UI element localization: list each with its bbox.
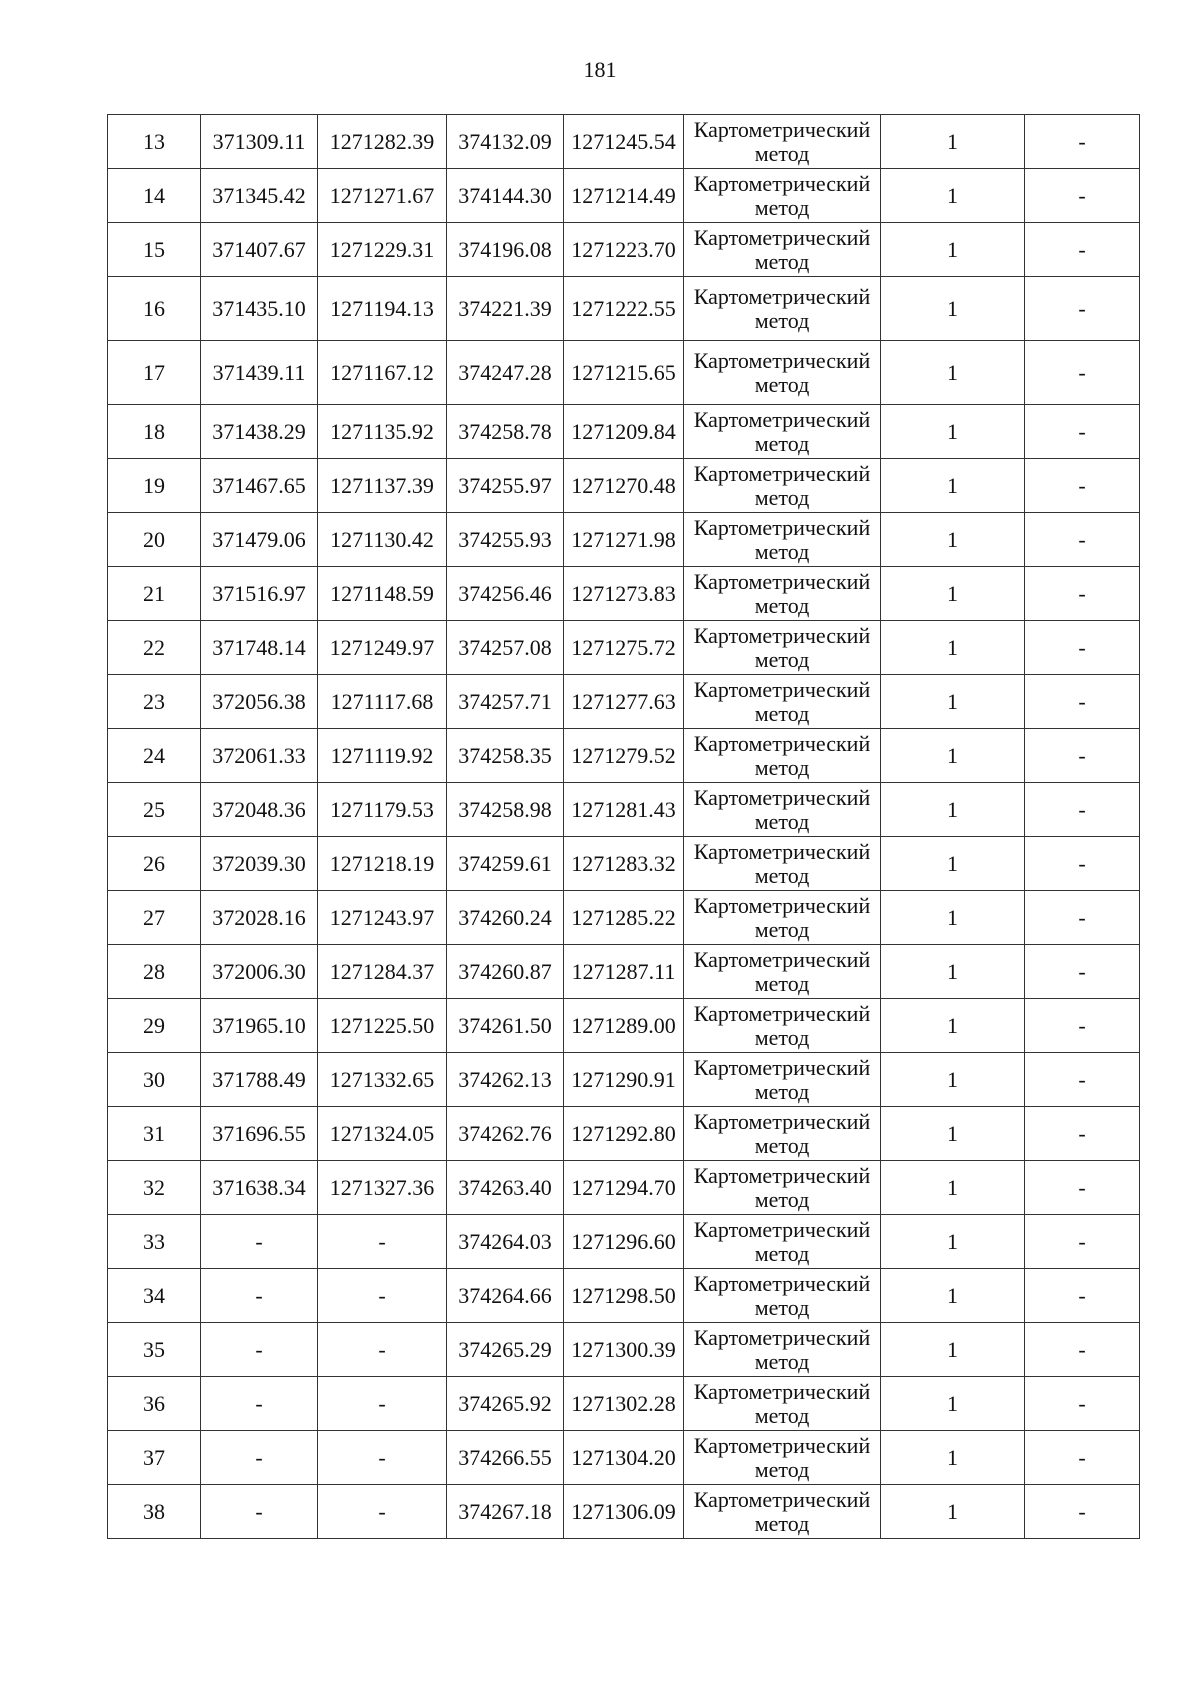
- cell-new-x: 374262.13: [447, 1053, 564, 1107]
- cell-existing-x: 372039.30: [201, 837, 318, 891]
- cell-existing-y: -: [318, 1323, 447, 1377]
- method-line-1: Картометрический: [693, 1486, 871, 1512]
- cell-description: -: [1025, 341, 1140, 405]
- cell-existing-y: 1271229.31: [318, 223, 447, 277]
- cell-accuracy: 1: [881, 169, 1025, 223]
- cell-point-number: 34: [108, 1269, 201, 1323]
- cell-new-x: 374257.08: [447, 621, 564, 675]
- cell-new-y: 1271304.20: [564, 1431, 684, 1485]
- method-line-1: Картометрический: [693, 1270, 871, 1296]
- cell-existing-x: 371407.67: [201, 223, 318, 277]
- method-line-2: метод: [754, 1402, 810, 1428]
- cell-new-x: 374257.71: [447, 675, 564, 729]
- cell-existing-x: 372006.30: [201, 945, 318, 999]
- table-row: [108, 945, 1140, 999]
- cell-description: -: [1025, 945, 1140, 999]
- cell-method: [684, 567, 881, 621]
- cell-point-number: 15: [108, 223, 201, 277]
- cell-existing-x: -: [201, 1377, 318, 1431]
- cell-existing-y: 1271179.53: [318, 783, 447, 837]
- cell-existing-y: 1271243.97: [318, 891, 447, 945]
- cell-existing-x: 372061.33: [201, 729, 318, 783]
- cell-description: -: [1025, 1377, 1140, 1431]
- table-row: [108, 999, 1140, 1053]
- cell-existing-y: 1271137.39: [318, 459, 447, 513]
- method-line-1: Картометрический: [693, 1108, 871, 1134]
- method-line-1: Картометрический: [693, 1324, 871, 1350]
- method-line-1: Картометрический: [693, 1432, 871, 1458]
- cell-description: -: [1025, 567, 1140, 621]
- method-line-2: метод: [754, 592, 810, 618]
- cell-method: [684, 675, 881, 729]
- cell-new-x: 374259.61: [447, 837, 564, 891]
- cell-point-number: 21: [108, 567, 201, 621]
- cell-method: [684, 1377, 881, 1431]
- table-row: [108, 783, 1140, 837]
- cell-new-y: 1271296.60: [564, 1215, 684, 1269]
- cell-method: [684, 1107, 881, 1161]
- cell-new-x: 374221.39: [447, 277, 564, 341]
- method-line-1: Картометрический: [693, 730, 871, 756]
- method-line-1: Картометрический: [693, 460, 871, 486]
- method-line-2: метод: [754, 916, 810, 942]
- cell-existing-y: -: [318, 1377, 447, 1431]
- cell-accuracy: 1: [881, 277, 1025, 341]
- cell-accuracy: 1: [881, 675, 1025, 729]
- cell-new-x: 374265.29: [447, 1323, 564, 1377]
- cell-existing-y: 1271282.39: [318, 115, 447, 169]
- method-line-2: метод: [754, 1186, 810, 1212]
- cell-new-y: 1271279.52: [564, 729, 684, 783]
- cell-existing-y: 1271249.97: [318, 621, 447, 675]
- table-row: [108, 459, 1140, 513]
- method-line-1: Картометрический: [693, 406, 871, 432]
- cell-method: [684, 1053, 881, 1107]
- cell-method: [684, 1323, 881, 1377]
- table-body: [108, 115, 1140, 1539]
- method-line-1: Картометрический: [693, 676, 871, 702]
- cell-existing-y: -: [318, 1485, 447, 1539]
- table-row: [108, 1323, 1140, 1377]
- cell-point-number: 37: [108, 1431, 201, 1485]
- cell-method: [684, 513, 881, 567]
- cell-new-x: 374260.24: [447, 891, 564, 945]
- cell-existing-y: -: [318, 1215, 447, 1269]
- cell-description: -: [1025, 115, 1140, 169]
- table-row: [108, 837, 1140, 891]
- cell-point-number: 33: [108, 1215, 201, 1269]
- cell-point-number: 35: [108, 1323, 201, 1377]
- cell-new-y: 1271306.09: [564, 1485, 684, 1539]
- cell-description: -: [1025, 729, 1140, 783]
- cell-accuracy: 1: [881, 783, 1025, 837]
- cell-existing-x: 371788.49: [201, 1053, 318, 1107]
- method-line-2: метод: [754, 307, 810, 333]
- cell-new-x: 374255.93: [447, 513, 564, 567]
- cell-new-y: 1271215.65: [564, 341, 684, 405]
- cell-method: [684, 1215, 881, 1269]
- cell-new-x: 374262.76: [447, 1107, 564, 1161]
- cell-method: [684, 729, 881, 783]
- table-row: [108, 1269, 1140, 1323]
- table-row: [108, 341, 1140, 405]
- method-line-2: метод: [754, 371, 810, 397]
- cell-description: -: [1025, 1161, 1140, 1215]
- cell-accuracy: 1: [881, 459, 1025, 513]
- method-line-2: метод: [754, 862, 810, 888]
- cell-method: [684, 223, 881, 277]
- cell-method: [684, 341, 881, 405]
- cell-new-x: 374265.92: [447, 1377, 564, 1431]
- method-line-2: метод: [754, 1294, 810, 1320]
- cell-point-number: 30: [108, 1053, 201, 1107]
- method-line-2: метод: [754, 646, 810, 672]
- cell-method: [684, 1161, 881, 1215]
- cell-method: [684, 621, 881, 675]
- table-row: [108, 891, 1140, 945]
- cell-accuracy: 1: [881, 1431, 1025, 1485]
- cell-existing-x: 371479.06: [201, 513, 318, 567]
- cell-existing-y: 1271284.37: [318, 945, 447, 999]
- cell-new-x: 374144.30: [447, 169, 564, 223]
- cell-existing-x: 371748.14: [201, 621, 318, 675]
- method-line-1: Картометрический: [693, 1054, 871, 1080]
- cell-existing-y: 1271119.92: [318, 729, 447, 783]
- cell-new-x: 374264.03: [447, 1215, 564, 1269]
- method-line-2: метод: [754, 1456, 810, 1482]
- cell-accuracy: 1: [881, 891, 1025, 945]
- cell-point-number: 20: [108, 513, 201, 567]
- method-line-2: метод: [754, 700, 810, 726]
- cell-point-number: 18: [108, 405, 201, 459]
- cell-existing-x: 371696.55: [201, 1107, 318, 1161]
- method-line-2: метод: [754, 248, 810, 274]
- cell-new-x: 374132.09: [447, 115, 564, 169]
- cell-description: -: [1025, 1053, 1140, 1107]
- cell-point-number: 25: [108, 783, 201, 837]
- cell-existing-y: -: [318, 1269, 447, 1323]
- cell-point-number: 17: [108, 341, 201, 405]
- cell-description: -: [1025, 1431, 1140, 1485]
- cell-method: [684, 169, 881, 223]
- cell-description: -: [1025, 223, 1140, 277]
- method-line-2: метод: [754, 808, 810, 834]
- cell-new-y: 1271275.72: [564, 621, 684, 675]
- cell-new-y: 1271245.54: [564, 115, 684, 169]
- cell-existing-x: 371516.97: [201, 567, 318, 621]
- method-line-2: метод: [754, 1024, 810, 1050]
- method-line-1: Картометрический: [693, 1378, 871, 1404]
- cell-new-x: 374258.98: [447, 783, 564, 837]
- cell-point-number: 14: [108, 169, 201, 223]
- cell-description: -: [1025, 405, 1140, 459]
- cell-point-number: 13: [108, 115, 201, 169]
- cell-accuracy: 1: [881, 621, 1025, 675]
- cell-existing-y: 1271324.05: [318, 1107, 447, 1161]
- cell-new-y: 1271285.22: [564, 891, 684, 945]
- method-line-1: Картометрический: [693, 784, 871, 810]
- cell-existing-x: -: [201, 1215, 318, 1269]
- cell-new-x: 374256.46: [447, 567, 564, 621]
- cell-new-y: 1271300.39: [564, 1323, 684, 1377]
- cell-existing-x: 371435.10: [201, 277, 318, 341]
- cell-existing-y: 1271130.42: [318, 513, 447, 567]
- cell-accuracy: 1: [881, 1053, 1025, 1107]
- cell-new-y: 1271289.00: [564, 999, 684, 1053]
- method-line-1: Картометрический: [693, 622, 871, 648]
- cell-accuracy: 1: [881, 1377, 1025, 1431]
- cell-new-x: 374247.28: [447, 341, 564, 405]
- cell-method: [684, 1485, 881, 1539]
- table-row: [108, 405, 1140, 459]
- method-line-2: метод: [754, 754, 810, 780]
- method-line-2: метод: [754, 1240, 810, 1266]
- cell-method: [684, 783, 881, 837]
- cell-description: -: [1025, 999, 1140, 1053]
- method-line-2: метод: [754, 430, 810, 456]
- cell-new-y: 1271222.55: [564, 277, 684, 341]
- method-line-1: Картометрический: [693, 946, 871, 972]
- cell-existing-x: 372056.38: [201, 675, 318, 729]
- cell-description: -: [1025, 891, 1140, 945]
- cell-method: [684, 277, 881, 341]
- cell-method: [684, 837, 881, 891]
- cell-accuracy: 1: [881, 729, 1025, 783]
- cell-new-y: 1271270.48: [564, 459, 684, 513]
- cell-existing-y: 1271225.50: [318, 999, 447, 1053]
- method-line-1: Картометрический: [693, 1216, 871, 1242]
- cell-point-number: 16: [108, 277, 201, 341]
- cell-existing-y: 1271135.92: [318, 405, 447, 459]
- method-line-1: Картометрический: [693, 1000, 871, 1026]
- cell-point-number: 38: [108, 1485, 201, 1539]
- cell-existing-x: -: [201, 1485, 318, 1539]
- table-row: [108, 1377, 1140, 1431]
- table-row: [108, 675, 1140, 729]
- cell-existing-x: 372048.36: [201, 783, 318, 837]
- cell-method: [684, 945, 881, 999]
- cell-new-x: 374267.18: [447, 1485, 564, 1539]
- cell-new-x: 374255.97: [447, 459, 564, 513]
- cell-existing-x: 371438.29: [201, 405, 318, 459]
- cell-accuracy: 1: [881, 1485, 1025, 1539]
- method-line-2: метод: [754, 484, 810, 510]
- cell-accuracy: 1: [881, 945, 1025, 999]
- cell-accuracy: 1: [881, 1269, 1025, 1323]
- cell-new-y: 1271290.91: [564, 1053, 684, 1107]
- method-line-1: Картометрический: [693, 116, 871, 142]
- cell-description: -: [1025, 675, 1140, 729]
- cell-existing-x: 371345.42: [201, 169, 318, 223]
- cell-new-y: 1271283.32: [564, 837, 684, 891]
- method-line-1: Картометрический: [693, 347, 871, 373]
- table-row: [108, 1107, 1140, 1161]
- cell-point-number: 24: [108, 729, 201, 783]
- cell-existing-x: 371638.34: [201, 1161, 318, 1215]
- cell-existing-y: 1271117.68: [318, 675, 447, 729]
- cell-accuracy: 1: [881, 1107, 1025, 1161]
- table-row: [108, 1161, 1140, 1215]
- cell-existing-y: 1271218.19: [318, 837, 447, 891]
- table-row: [108, 513, 1140, 567]
- cell-point-number: 36: [108, 1377, 201, 1431]
- cell-new-y: 1271302.28: [564, 1377, 684, 1431]
- cell-new-x: 374264.66: [447, 1269, 564, 1323]
- cell-accuracy: 1: [881, 223, 1025, 277]
- cell-description: -: [1025, 1485, 1140, 1539]
- cell-accuracy: 1: [881, 513, 1025, 567]
- table-row: [108, 1485, 1140, 1539]
- cell-accuracy: 1: [881, 1323, 1025, 1377]
- cell-new-x: 374261.50: [447, 999, 564, 1053]
- method-line-1: Картометрический: [693, 170, 871, 196]
- cell-existing-x: -: [201, 1269, 318, 1323]
- cell-accuracy: 1: [881, 999, 1025, 1053]
- method-line-2: метод: [754, 1078, 810, 1104]
- method-line-2: метод: [754, 1348, 810, 1374]
- method-line-2: метод: [754, 1510, 810, 1536]
- page-number: 181: [583, 57, 617, 82]
- cell-accuracy: 1: [881, 837, 1025, 891]
- cell-existing-y: 1271271.67: [318, 169, 447, 223]
- method-line-1: Картометрический: [693, 892, 871, 918]
- method-line-2: метод: [754, 194, 810, 220]
- method-line-1: Картометрический: [693, 568, 871, 594]
- cell-new-x: 374263.40: [447, 1161, 564, 1215]
- cell-accuracy: 1: [881, 1215, 1025, 1269]
- cell-new-x: 374196.08: [447, 223, 564, 277]
- cell-method: [684, 459, 881, 513]
- cell-accuracy: 1: [881, 567, 1025, 621]
- cell-new-y: 1271209.84: [564, 405, 684, 459]
- cell-existing-x: 371965.10: [201, 999, 318, 1053]
- cell-existing-y: 1271327.36: [318, 1161, 447, 1215]
- cell-description: -: [1025, 837, 1140, 891]
- cell-new-y: 1271277.63: [564, 675, 684, 729]
- table-row: [108, 1053, 1140, 1107]
- table-row: [108, 621, 1140, 675]
- cell-existing-x: 371309.11: [201, 115, 318, 169]
- table-row: [108, 115, 1140, 169]
- table-row: [108, 169, 1140, 223]
- cell-description: -: [1025, 169, 1140, 223]
- cell-point-number: 27: [108, 891, 201, 945]
- cell-point-number: 26: [108, 837, 201, 891]
- cell-existing-x: -: [201, 1323, 318, 1377]
- cell-existing-y: -: [318, 1431, 447, 1485]
- cell-existing-y: 1271148.59: [318, 567, 447, 621]
- method-line-2: метод: [754, 140, 810, 166]
- cell-method: [684, 999, 881, 1053]
- table-row: [108, 1215, 1140, 1269]
- cell-new-y: 1271298.50: [564, 1269, 684, 1323]
- cell-existing-y: 1271332.65: [318, 1053, 447, 1107]
- table-row: [108, 567, 1140, 621]
- cell-accuracy: 1: [881, 341, 1025, 405]
- cell-new-y: 1271273.83: [564, 567, 684, 621]
- cell-method: [684, 891, 881, 945]
- method-line-1: Картометрический: [693, 1162, 871, 1188]
- cell-existing-x: 372028.16: [201, 891, 318, 945]
- cell-description: -: [1025, 1269, 1140, 1323]
- cell-existing-y: 1271167.12: [318, 341, 447, 405]
- cell-description: -: [1025, 783, 1140, 837]
- method-line-2: метод: [754, 970, 810, 996]
- cell-method: [684, 115, 881, 169]
- cell-point-number: 23: [108, 675, 201, 729]
- table-row: [108, 277, 1140, 341]
- method-line-1: Картометрический: [693, 514, 871, 540]
- table-row: [108, 1431, 1140, 1485]
- cell-existing-x: 371467.65: [201, 459, 318, 513]
- cell-method: [684, 1269, 881, 1323]
- cell-new-y: 1271287.11: [564, 945, 684, 999]
- cell-accuracy: 1: [881, 115, 1025, 169]
- table-row: [108, 729, 1140, 783]
- cell-new-y: 1271214.49: [564, 169, 684, 223]
- cell-description: -: [1025, 459, 1140, 513]
- cell-new-y: 1271271.98: [564, 513, 684, 567]
- cell-description: -: [1025, 621, 1140, 675]
- cell-point-number: 19: [108, 459, 201, 513]
- cell-new-x: 374260.87: [447, 945, 564, 999]
- cell-point-number: 31: [108, 1107, 201, 1161]
- table-row: [108, 223, 1140, 277]
- cell-description: -: [1025, 277, 1140, 341]
- cell-new-y: 1271223.70: [564, 223, 684, 277]
- method-line-1: Картометрический: [693, 838, 871, 864]
- cell-point-number: 22: [108, 621, 201, 675]
- cell-point-number: 28: [108, 945, 201, 999]
- cell-existing-x: 371439.11: [201, 341, 318, 405]
- cell-method: [684, 405, 881, 459]
- cell-description: -: [1025, 513, 1140, 567]
- cell-new-y: 1271292.80: [564, 1107, 684, 1161]
- method-line-2: метод: [754, 538, 810, 564]
- cell-existing-y: 1271194.13: [318, 277, 447, 341]
- method-line-1: Картометрический: [693, 283, 871, 309]
- coordinates-table: [107, 114, 1140, 1539]
- cell-method: [684, 1431, 881, 1485]
- method-line-1: Картометрический: [693, 224, 871, 250]
- cell-point-number: 32: [108, 1161, 201, 1215]
- cell-accuracy: 1: [881, 405, 1025, 459]
- cell-description: -: [1025, 1215, 1140, 1269]
- cell-new-x: 374258.35: [447, 729, 564, 783]
- cell-point-number: 29: [108, 999, 201, 1053]
- cell-new-y: 1271281.43: [564, 783, 684, 837]
- cell-existing-x: -: [201, 1431, 318, 1485]
- method-line-2: метод: [754, 1132, 810, 1158]
- cell-new-y: 1271294.70: [564, 1161, 684, 1215]
- cell-accuracy: 1: [881, 1161, 1025, 1215]
- cell-new-x: 374266.55: [447, 1431, 564, 1485]
- cell-description: -: [1025, 1107, 1140, 1161]
- cell-description: -: [1025, 1323, 1140, 1377]
- cell-new-x: 374258.78: [447, 405, 564, 459]
